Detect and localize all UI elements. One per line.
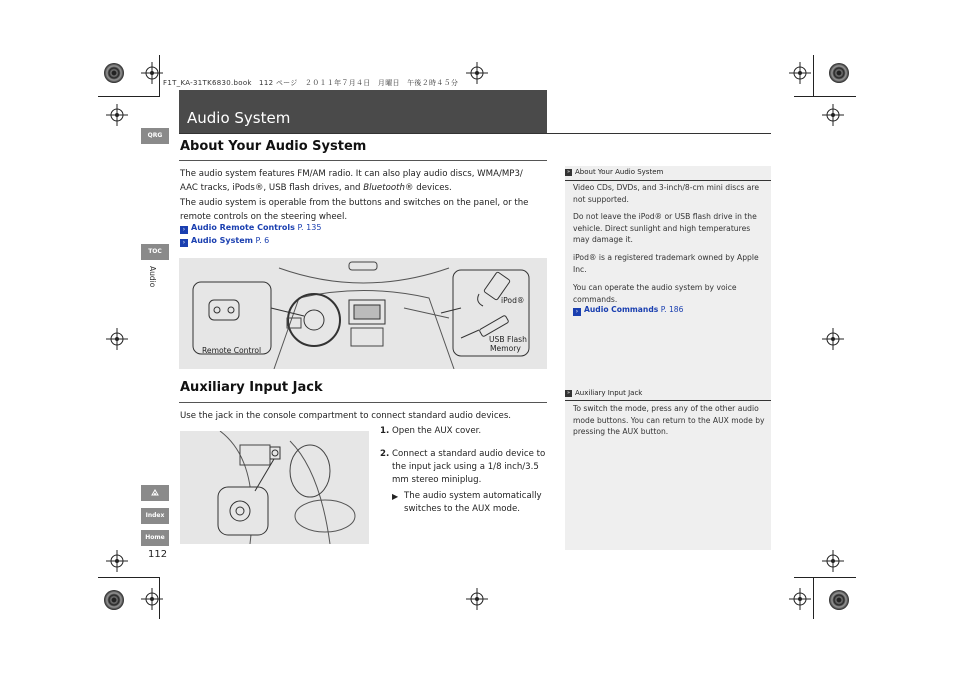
bluetooth-italic: Bluetooth <box>363 182 405 193</box>
registration-crosshair-icon <box>822 328 844 350</box>
registration-rosette-icon <box>829 590 849 610</box>
tab-qrg[interactable]: QRG <box>141 128 169 144</box>
crop-line <box>813 577 814 619</box>
crop-line <box>794 96 856 97</box>
side-about-note-3: iPod® is a registered trademark owned by Apple Inc. <box>573 253 759 274</box>
about-paragraph-1 <box>180 168 542 195</box>
note-icon: » <box>566 168 571 175</box>
side-aux-heading <box>565 389 642 397</box>
registration-crosshair-icon <box>466 588 488 610</box>
about-paragraph-2: The audio system is operable from the buttons and switches on the panel, or the remote controls on the steering wheel. <box>180 198 529 222</box>
side-aux-rule <box>565 400 771 401</box>
about-heading: About Your Audio System <box>180 139 367 154</box>
aux-heading: Auxiliary Input Jack <box>180 380 323 395</box>
result-arrow-icon: ▶ <box>392 492 399 501</box>
chapter-label: Audio <box>148 266 157 288</box>
registration-crosshair-icon <box>789 62 811 84</box>
tab-home[interactable]: Home <box>141 530 169 546</box>
crop-line <box>794 577 856 578</box>
remote-control-label: Remote Control <box>202 346 262 355</box>
dashboard-illustration <box>179 258 547 369</box>
xref-audio-remote-controls[interactable] <box>180 223 321 234</box>
xref-page: P. 135 <box>297 223 322 232</box>
registration-rosette-icon <box>104 63 124 83</box>
aux-step-1 <box>380 425 550 438</box>
step-number: 1. <box>380 426 390 436</box>
side-about-heading-text: About Your Audio System <box>575 168 664 176</box>
crop-line <box>813 55 814 97</box>
side-aux-note-1: To switch the mode, press any of the other audio mode buttons. You can return to the AUX mode by pressing the AUX button. <box>573 404 765 436</box>
crop-line <box>159 577 160 619</box>
registration-rosette-icon <box>104 590 124 610</box>
xref-arrow-icon: › <box>573 308 581 316</box>
xref-label: Audio Commands <box>584 305 659 314</box>
step-text: Connect a standard audio device to the input jack using a 1/8 inch/3.5 mm stereo miniplug. <box>392 449 546 485</box>
crop-line <box>98 96 160 97</box>
registration-crosshair-icon <box>822 104 844 126</box>
aux-intro: Use the jack in the console compartment to connect standard audio devices. <box>180 411 512 421</box>
xref-page: P. 186 <box>660 305 684 314</box>
page-title: Audio System <box>187 109 291 127</box>
about-heading-rule <box>179 160 547 161</box>
page-number: 112 <box>148 549 168 560</box>
tab-index[interactable]: Index <box>141 508 169 524</box>
crop-line <box>159 55 160 97</box>
registration-crosshair-icon <box>466 62 488 84</box>
xref-audio-commands[interactable] <box>573 305 683 316</box>
xref-arrow-icon: › <box>180 226 188 234</box>
usb-label-line2: Memory <box>490 344 521 353</box>
title-rule <box>179 133 771 134</box>
side-about-heading <box>565 168 663 176</box>
xref-arrow-icon: › <box>180 239 188 247</box>
registration-rosette-icon <box>829 63 849 83</box>
side-about-note-4: You can operate the audio system by voice commands. <box>573 283 737 304</box>
xref-audio-system[interactable] <box>180 236 269 247</box>
registration-crosshair-icon <box>106 550 128 572</box>
tab-voice[interactable] <box>141 485 169 501</box>
about-paragraph-1-text: The audio system features FM/AM radio. It can also play audio discs, WMA/MP3/ AAC tracks, iPods®, USB flash drives, and <box>180 169 523 193</box>
step-number: 2. <box>380 449 390 459</box>
crop-header: F1T_KA-31TK6830.book 112 ページ ２０１１年７月４日 月曜日 午後２時４５分 <box>163 79 459 87</box>
side-aux-heading-text: Auxiliary Input Jack <box>575 389 643 397</box>
result-text: The audio system automatically switches to the AUX mode. <box>404 491 542 514</box>
xref-label: Audio System <box>191 236 253 245</box>
xref-page: P. 6 <box>255 236 270 245</box>
xref-label: Audio Remote Controls <box>191 223 295 232</box>
usb-label-line1: USB Flash <box>489 335 527 344</box>
crop-line <box>98 577 160 578</box>
registration-crosshair-icon <box>106 328 128 350</box>
ipod-label: iPod® <box>501 296 525 305</box>
registration-crosshair-icon <box>822 550 844 572</box>
side-about-rule <box>565 180 771 181</box>
console-illustration <box>180 431 369 544</box>
step-text: Open the AUX cover. <box>391 426 482 436</box>
voice-command-icon <box>150 488 160 498</box>
note-icon: » <box>566 389 571 396</box>
side-about-note-2: Do not leave the iPod® or USB flash drive in the vehicle. Direct sunlight and high temperatures may damage it. <box>573 212 757 244</box>
registration-crosshair-icon <box>789 588 811 610</box>
about-paragraph-1-tail: ® devices. <box>404 182 452 193</box>
aux-heading-rule <box>179 402 547 403</box>
console-drawing <box>180 431 369 544</box>
tab-toc[interactable]: TOC <box>141 244 169 260</box>
side-about-note-1: Video CDs, DVDs, and 3-inch/8-cm mini discs are not supported. <box>573 183 760 204</box>
registration-crosshair-icon <box>106 104 128 126</box>
